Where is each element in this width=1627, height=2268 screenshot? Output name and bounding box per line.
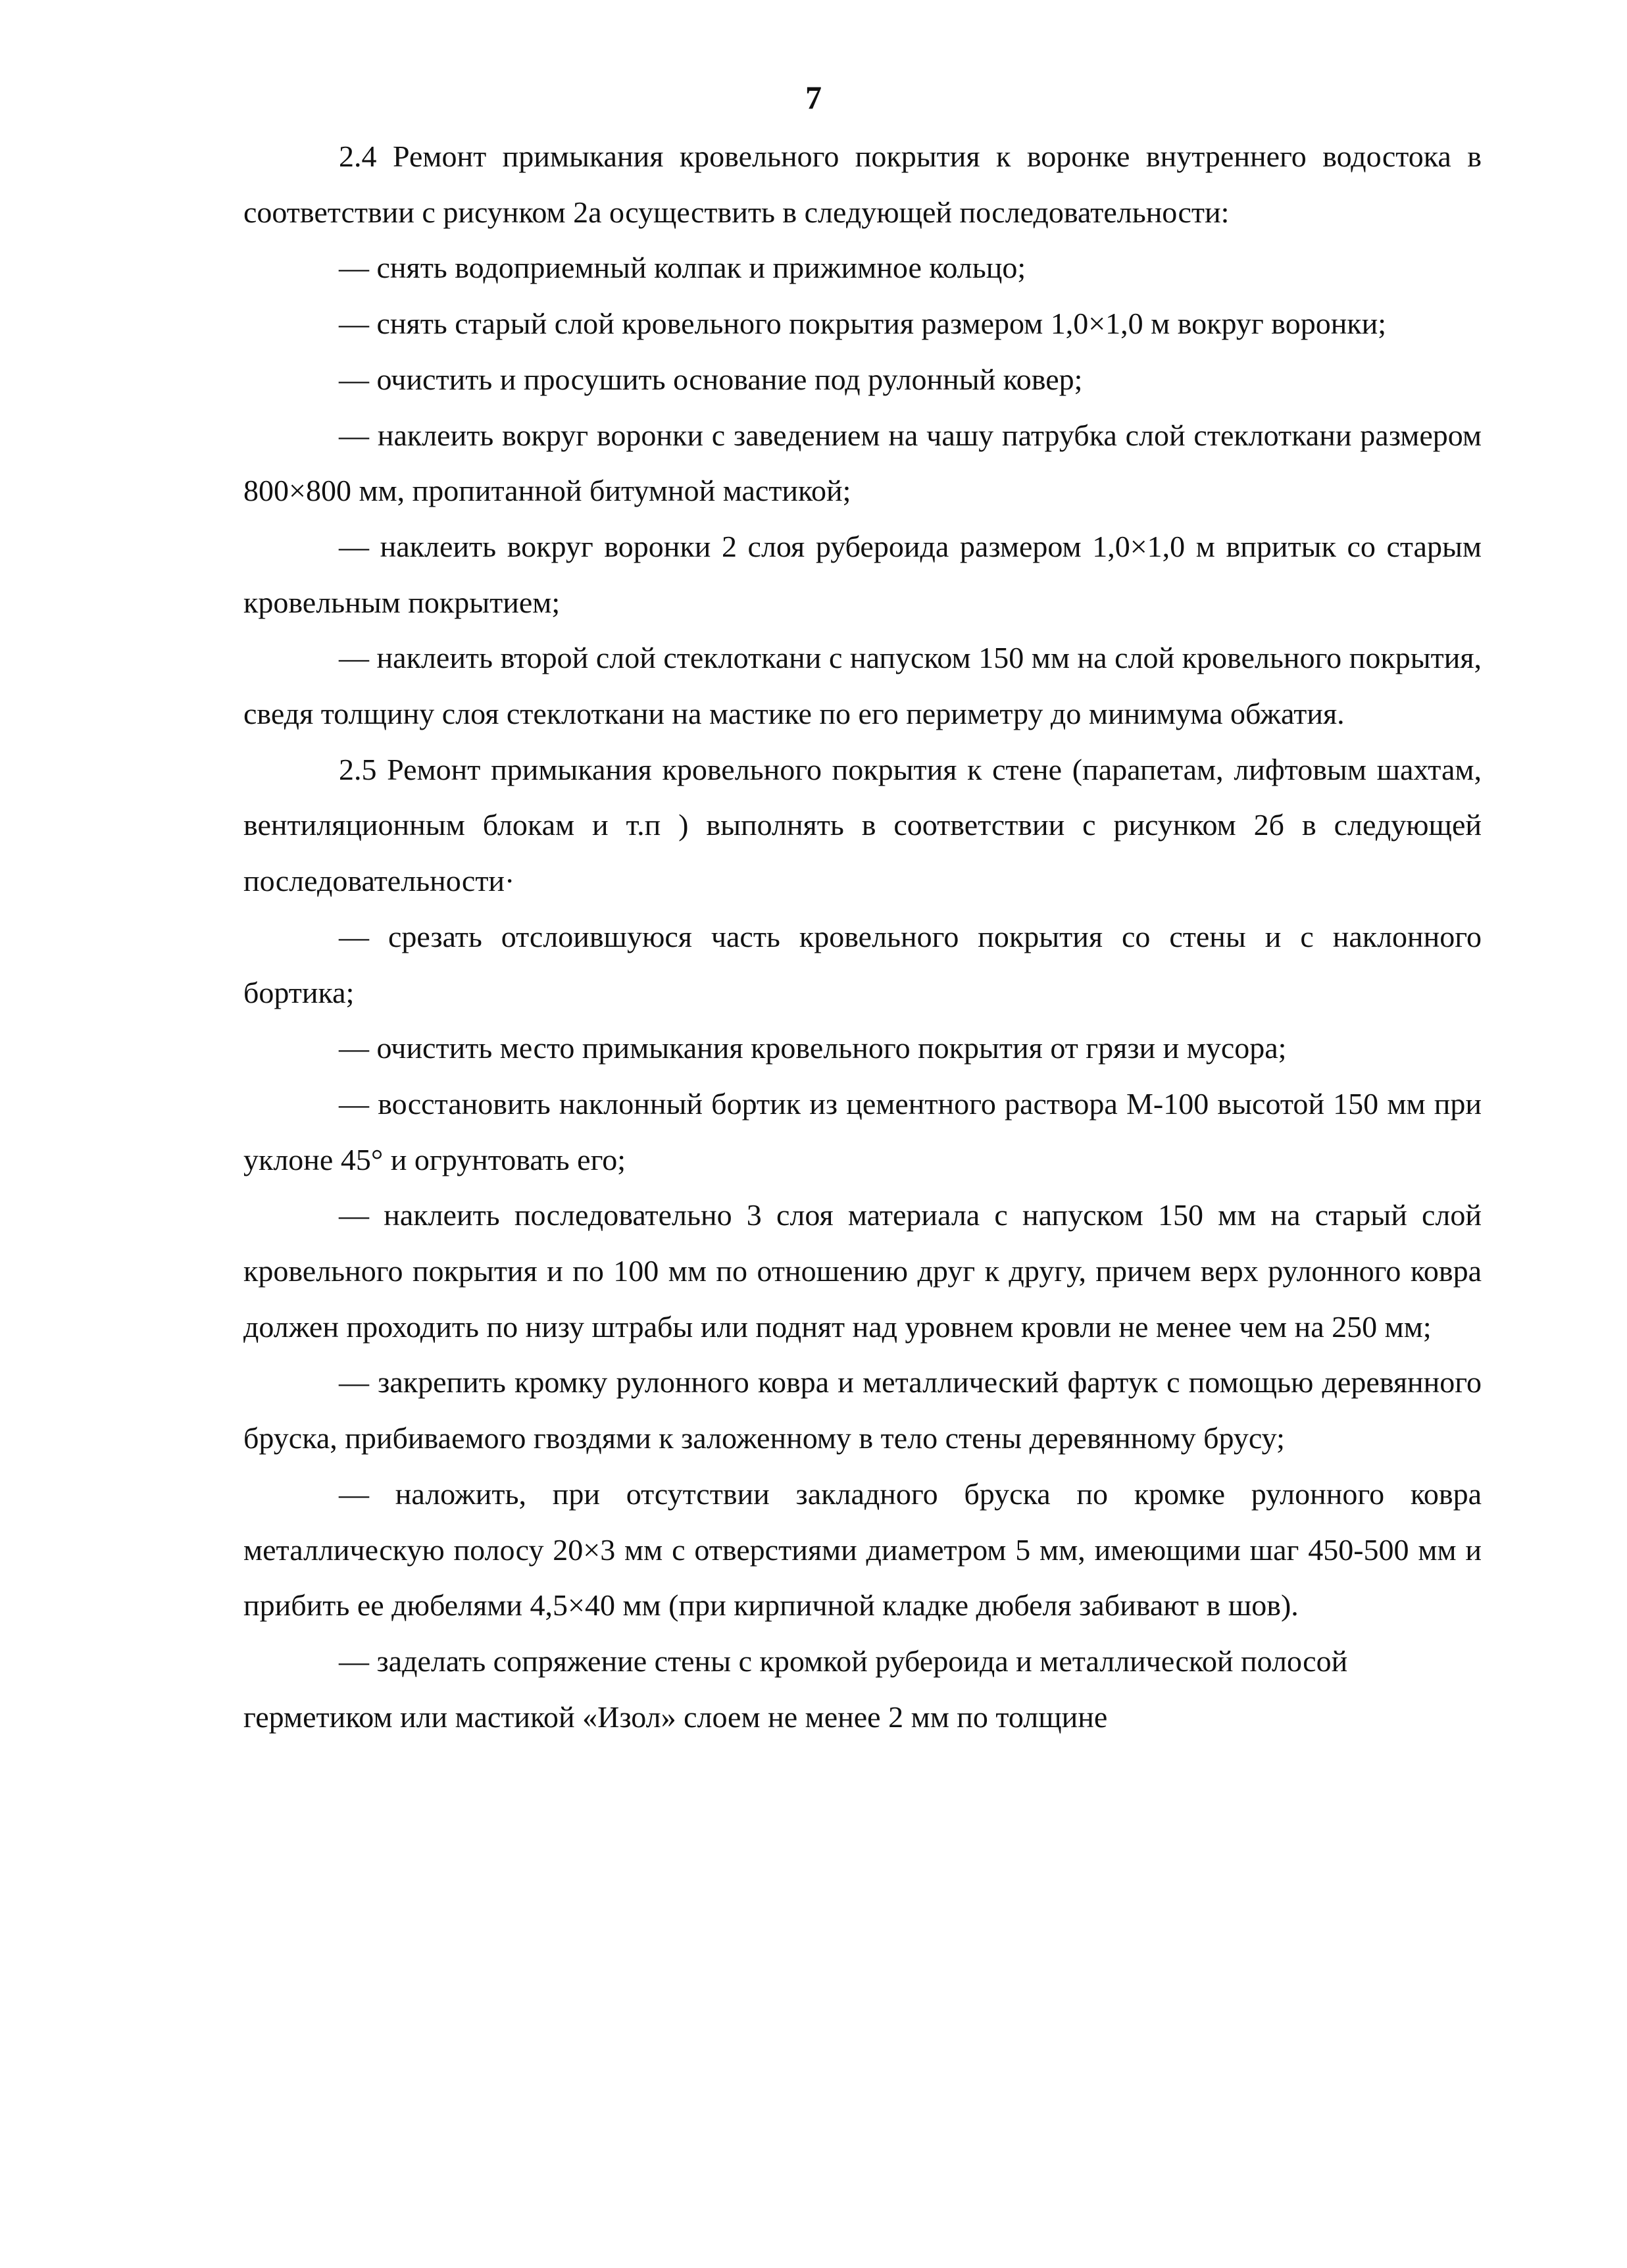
list-item-fix-edge: — закрепить кромку рулонного ковра и металлический фартук с помощью деревянного бруска, прибиваемого гвоздями к заложенному в тело стены деревянному брусу; <box>243 1365 1482 1455</box>
document-body <box>243 129 1482 1745</box>
list-item-glue-fiberglass: — наклеить вокруг воронки с заведением на чашу патрубка слой стеклоткани размером 800×800 мм, пропитанной битумной мастикой; <box>243 418 1482 508</box>
list-item-glue-three-layers: — наклеить последовательно 3 слоя материала с напуском 150 мм на старый слой кровельного покрытия и по 100 мм по отношению друг к другу, причем верх рулонного ковра должен проходить по низу штрабы или поднят над уровнем кровли не менее чем на 250 мм; <box>243 1198 1482 1344</box>
list-item-remove-old-layer: — снять старый слой кровельного покрытия размером 1,0×1,0 м вокруг воронки; <box>339 307 1387 341</box>
list-item-glue-second-fiberglass: — наклеить второй слой стеклоткани с напуском 150 мм на слой кровельного покрытия, сведя толщину слоя стеклоткани на мастике по его периметру до минимума обжатия. <box>243 641 1482 731</box>
list-item-clean-junction: — очистить место примыкания кровельного покрытия от грязи и мусора; <box>339 1031 1287 1065</box>
list-item-cut-peeled: — срезать отслоившуюся часть кровельного покрытия со стены и с наклонного бортика; <box>243 919 1482 1009</box>
list-item-metal-strip: — наложить, при отсутствии закладного бруска по кромке рулонного ковра металлическую полосу 20×3 мм с отверстиями диаметром 5 мм, имеющими шаг 450-500 мм и прибить ее дюбелями 4,5×40 мм (при кирпичной кладке дюбеля забивают в шов). <box>243 1476 1482 1623</box>
list-item-clean-base: — очистить и просушить основание под рулонный ковер; <box>339 362 1083 396</box>
list-item-restore-fillet: — восстановить наклонный бортик из цементного раствора М-100 высотой 150 мм при уклоне 45° и огрунтовать его; <box>243 1086 1482 1176</box>
paragraph-2-4-intro: 2.4 Ремонт примыкания кровельного покрытия к воронке внутреннего водостока в соответствии с рисунком 2а осуществить в следующей последовательности: <box>243 139 1482 229</box>
paragraph-2-5-intro: 2.5 Ремонт примыкания кровельного покрытия к стене (парапетам, лифтовым шахтам, вентиляционным блокам и т.п ) выполнять в соответствии с рисунком 2б в следующей последовательности· <box>243 752 1482 898</box>
list-item-glue-ruberoid: — наклеить вокруг воронки 2 слоя рубероида размером 1,0×1,0 м впритык со старым кровельным покрытием; <box>243 529 1482 619</box>
list-item-seal-joint: — заделать сопряжение стены с кромкой рубероида и металлической полосой герметиком или мастикой «Изол» слоем не менее 2 мм по толщине <box>243 1644 1348 1734</box>
list-item-remove-cap: — снять водоприемный колпак и прижимное кольцо; <box>339 251 1026 285</box>
page-number: 7 <box>805 79 822 116</box>
